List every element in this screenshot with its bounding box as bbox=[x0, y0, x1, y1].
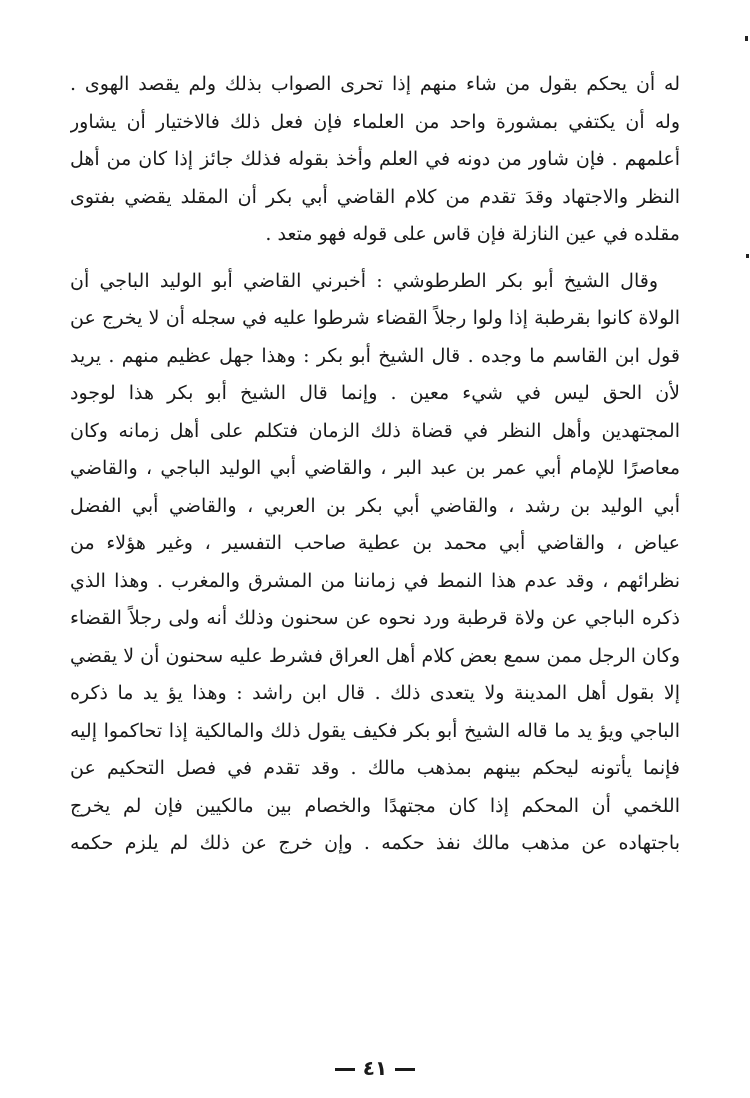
text-line: إلا بقول أهل المدينة ولا يتعدى ذلك . قال ابن راشد : وهذا يؤ يد ما ذكره bbox=[70, 682, 680, 704]
text-line: لأن الحق ليس في شيء معين . وإنما قال الشيخ أبو بكر هذا لوجود bbox=[70, 382, 680, 404]
page-number bbox=[0, 1056, 750, 1080]
text-line: الولاة كانوا بقرطبة إذا ولوا رجلاً القضاء شرطوا عليه في سجله أن لا يخرج عن bbox=[70, 307, 680, 329]
text-line: اللخمي أن المحكم إذا كان مجتهدًا والخصام بين مالكيين فإن لم يخرج bbox=[70, 794, 680, 817]
text-line: باجتهاده عن مذهب مالك نفذ حكمه . وإن خرج عن ذلك لم يلزم حكمه bbox=[70, 832, 680, 854]
text-line: مقلده في عين النازلة فإن قاس على قوله فهو متعد . bbox=[265, 223, 680, 245]
text-line: أعلمهم . فإن شاور من دونه في العلم وأخذ بقوله فذلك جائز إذا كان من أهل bbox=[70, 148, 680, 170]
text-line: المجتهدين وأهل النظر في قضاة ذلك الزمان فتكلم على أهل زمانه وكان bbox=[70, 419, 680, 442]
text-line: فإنما يأتونه ليحكم بينهم بمذهب مالك . وقد تقدم في فصل التحكيم عن bbox=[70, 757, 680, 779]
text-line: أبي الوليد بن رشد ، والقاضي أبي بكر بن العربي ، والقاضي أبي الفضل bbox=[70, 494, 680, 517]
text-line: وكان الرجل ممن سمع بعض كلام أهل العراق فشرط عليه سحنون أن لا يقضي bbox=[70, 644, 680, 667]
text-line: له أن يحكم بقول من شاء منهم إذا تحرى الصواب بذلك ولم يقصد الهوى . bbox=[70, 73, 680, 95]
page-number-value: ٤١ bbox=[362, 1056, 388, 1080]
scan-speck bbox=[746, 254, 749, 258]
text-line: وله أن يكتفي بمشورة واحد من العلماء فإن فعل ذلك فالاختيار أن يشاور bbox=[70, 110, 680, 133]
text-line: الباجي ويؤ يد ما قاله الشيخ أبو بكر فكيف يقول ذلك والمالكية إذا تحاكموا إليه bbox=[70, 719, 680, 742]
text-line: قول ابن القاسم ما وجده . قال الشيخ أبو بكر : وهذا جهل عظيم منهم . يريد bbox=[70, 344, 680, 367]
text-line: معاصرًا للإمام أبي عمر بن عبد البر ، والقاضي أبي الوليد الباجي ، والقاضي bbox=[70, 457, 680, 479]
folio-dash bbox=[395, 1068, 415, 1071]
text-line: النظر والاجتهاد وقدَ تقدم من كلام القاضي أبي بكر أن المقلد يقضي بفتوى bbox=[70, 185, 680, 208]
body-text bbox=[70, 66, 680, 863]
text-line: نظرائهم ، وقد عدم هذا النمط في زماننا من المشرق والمغرب . وهذا الذي bbox=[70, 569, 680, 592]
scan-speck bbox=[745, 36, 748, 41]
paragraph-gap bbox=[70, 254, 680, 263]
text-line: وقال الشيخ أبو بكر الطرطوشي : أخبرني القاضي أبو الوليد الباجي أن bbox=[70, 269, 658, 292]
folio-dash bbox=[335, 1068, 355, 1071]
text-line: ذكره الباجي عن ولاة قرطبة ورد نحوه عن سحنون وذلك أنه ولى رجلاً القضاء bbox=[70, 607, 680, 629]
text-line: عياض ، والقاضي أبي محمد بن عطية صاحب التفسير ، وغير هؤلاء من bbox=[70, 532, 680, 554]
